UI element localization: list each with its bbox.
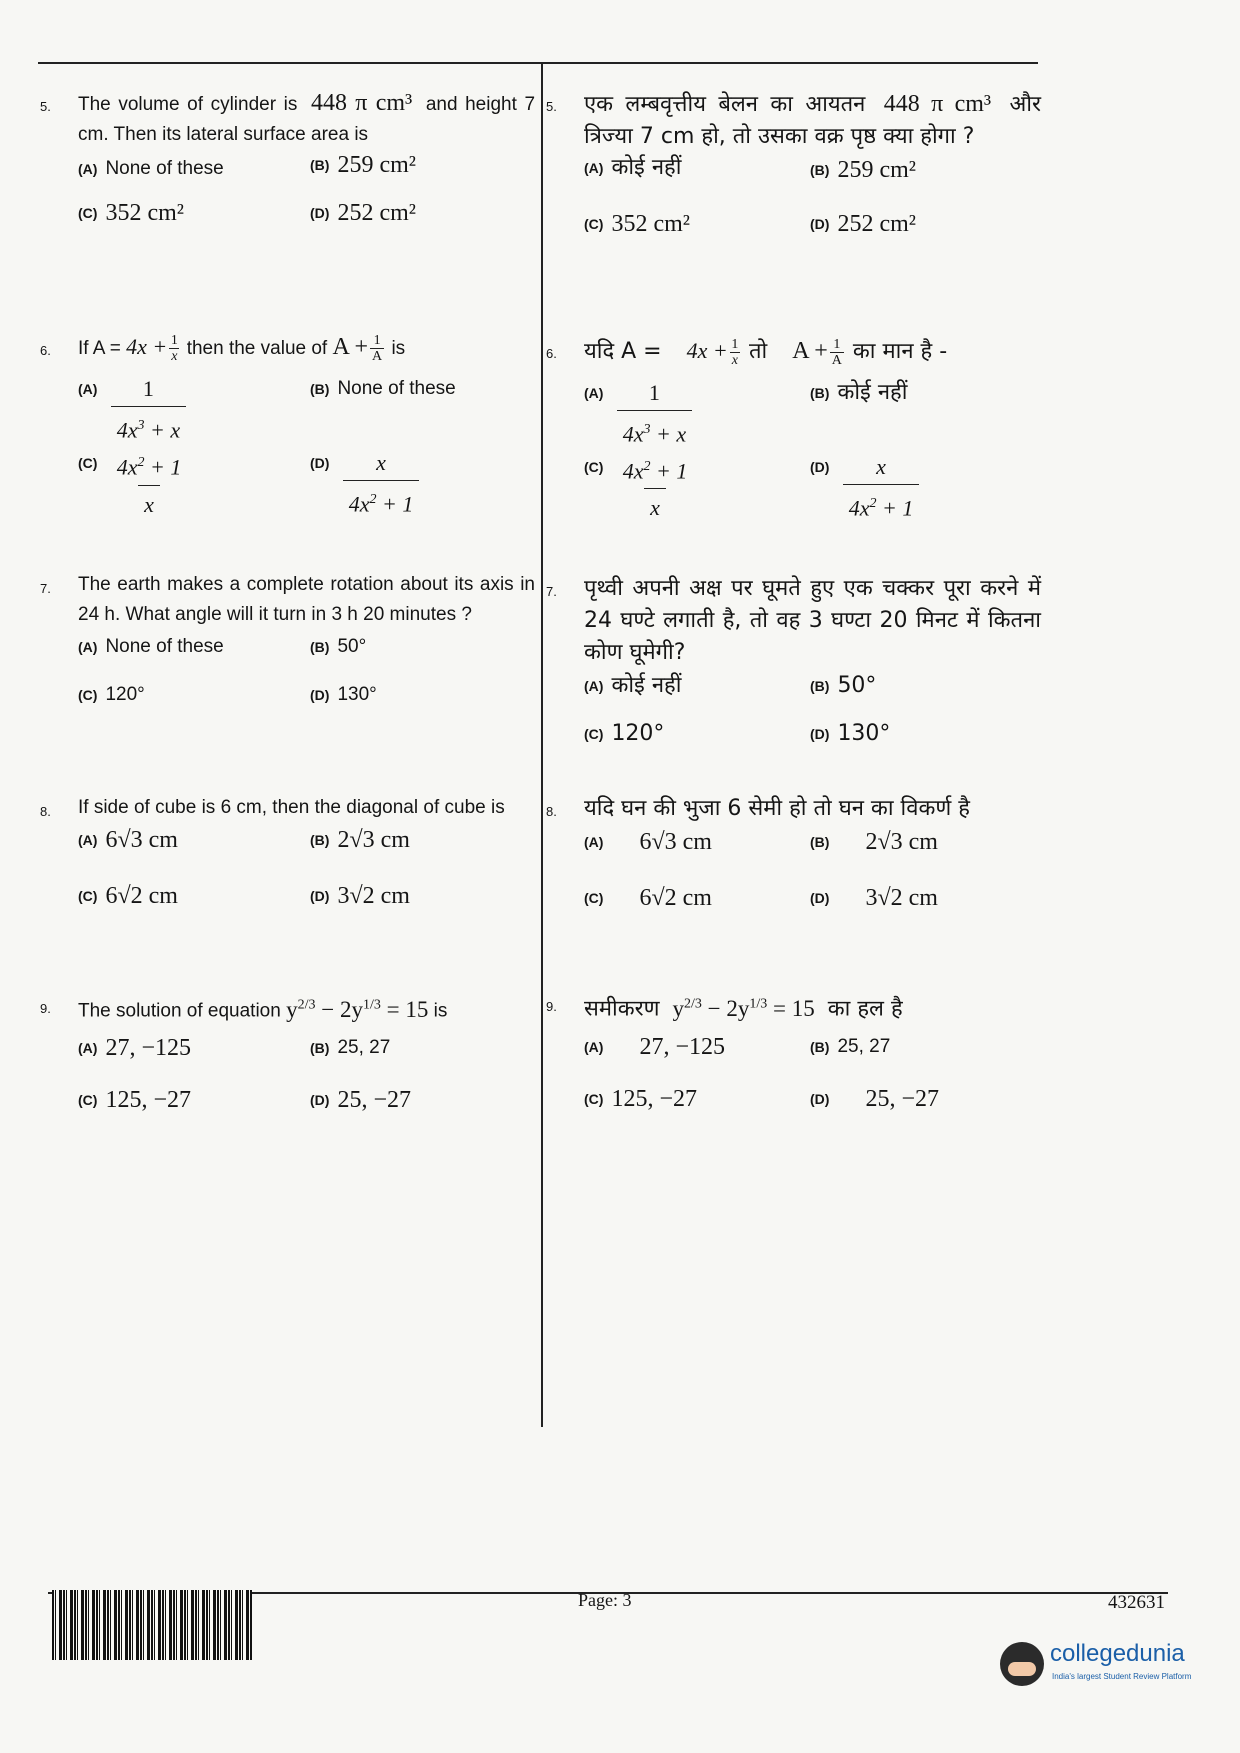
- option-b[interactable]: $^{(B)}$ 2√3 cm: [810, 829, 938, 855]
- question-6-en: [40, 332, 535, 524]
- question-text: If A = 4x + $\frac{1}{x}$ then the value of A + $\frac{1}{A}$ is: [78, 333, 406, 365]
- options: [584, 368, 1041, 528]
- option-a[interactable]: $^{(A)}$ 27, −125: [584, 1033, 725, 1060]
- option-a[interactable]: $^{(A)}$ 6√3 cm: [78, 827, 178, 853]
- question-text: पृथ्वी अपनी अक्ष पर घूमते हुए एक चक्कर पूरा करने में 24 घण्टे लगाती है, तो वह 3 घण्टा 20 मिनट में कितना कोण घूमेगी?: [584, 576, 1041, 665]
- options: [584, 669, 1041, 769]
- option-c[interactable]: $^{(C)}$ 6√2 cm: [78, 883, 178, 909]
- question-text: The solution of equation $y^{2/3} - 2y^{1/3} = 15$ is: [78, 996, 448, 1022]
- question-number: 5.: [546, 99, 557, 114]
- options: [78, 1027, 535, 1127]
- question-6-hi: [546, 335, 1041, 528]
- option-d[interactable]: $^{(D)}$ $\frac{x}{4x^2 + 1}$: [310, 448, 419, 519]
- option-c[interactable]: $^{(C)}$ $\frac{4x^2 + 1}{x}$: [584, 452, 693, 523]
- question-number: 8.: [40, 804, 51, 819]
- option-a[interactable]: $^{(A)}$ $\frac{1}{4x^3 + x}$: [78, 374, 186, 445]
- column-divider: [541, 62, 543, 1427]
- question-text: The earth makes a complete rotation about its axis in 24 h. What angle will it turn in 3 h 20 minutes ?: [78, 574, 535, 625]
- option-c[interactable]: $^{(C)}$ 6√2 cm: [584, 885, 712, 911]
- option-b[interactable]: $^{(B)}$ 50°: [810, 673, 877, 698]
- option-b[interactable]: $^{(B)}$ 2√3 cm: [310, 827, 410, 853]
- option-c[interactable]: $^{(C)}$ 120°: [78, 684, 145, 705]
- options: [584, 825, 1041, 925]
- option-d[interactable]: $^{(D)}$ 130°: [810, 721, 891, 746]
- brand-name: collegedunia: [1050, 1640, 1185, 1667]
- option-a[interactable]: $^{(A)}$ कोई नहीं: [584, 673, 682, 698]
- question-text: एक लम्बवृत्तीय बेलन का आयतन 448 π cm³ और त्रिज्या 7 cm हो, तो उसका वक्र पृष्ठ क्या होगा ?: [584, 91, 1041, 149]
- top-rule: [38, 62, 1038, 64]
- option-d[interactable]: $^{(D)}$ 252 cm²: [310, 200, 416, 226]
- question-9-hi: [546, 988, 1041, 1126]
- paper-code: 432631: [1108, 1592, 1165, 1613]
- question-9-en: [40, 990, 535, 1127]
- option-b[interactable]: $^{(B)}$ 25, 27: [310, 1036, 391, 1058]
- question-number: 6.: [546, 346, 557, 361]
- question-5-en: [40, 88, 535, 250]
- question-8-hi: [546, 793, 1041, 925]
- page-number: Page: 3: [578, 1590, 632, 1610]
- option-b[interactable]: $^{(B)}$ 259 cm²: [810, 157, 916, 183]
- question-7-en: [40, 570, 535, 730]
- question-8-en: [40, 793, 535, 923]
- options: [78, 823, 535, 923]
- option-c[interactable]: $^{(C)}$ 352 cm²: [78, 200, 184, 226]
- option-c[interactable]: $^{(C)}$ 125, −27: [78, 1086, 191, 1113]
- option-d[interactable]: $^{(D)}$ 130°: [310, 684, 377, 705]
- option-d[interactable]: $^{(D)}$ 252 cm²: [810, 211, 916, 237]
- collegedunia-logo[interactable]: [1000, 1638, 1200, 1698]
- options: [78, 630, 535, 730]
- option-c[interactable]: $^{(C)}$ 120°: [584, 721, 665, 746]
- option-b[interactable]: $^{(B)}$ 259 cm²: [310, 152, 416, 178]
- question-number: 9.: [546, 999, 557, 1014]
- question-7-hi: [546, 573, 1041, 769]
- question-text: The volume of cylinder is 448 π cm³ and height 7 cm. Then its lateral surface area is: [78, 90, 536, 145]
- question-number: 6.: [40, 343, 51, 358]
- option-a[interactable]: $^{(A)}$ None of these: [78, 158, 224, 179]
- option-d[interactable]: $^{(D)}$ 3√2 cm: [810, 885, 938, 911]
- question-text: समीकरण $y^{2/3} - 2y^{1/3} = 15$ का हल है: [584, 995, 903, 1022]
- question-number: 5.: [40, 99, 51, 114]
- option-b[interactable]: $^{(B)}$ 25, 27: [810, 1035, 891, 1057]
- brand-tagline: India's largest Student Review Platform: [1052, 1672, 1192, 1681]
- question-number: 7.: [546, 584, 557, 599]
- barcode: [52, 1590, 252, 1660]
- option-c[interactable]: $^{(C)}$ 125, −27: [584, 1085, 697, 1112]
- question-number: 7.: [40, 581, 51, 596]
- option-d[interactable]: $^{(D)}$ $\frac{x}{4x^2 + 1}$: [810, 452, 919, 523]
- option-a[interactable]: $^{(A)}$ None of these: [78, 636, 224, 657]
- option-b[interactable]: $^{(B)}$ 50°: [310, 636, 367, 657]
- question-number: 8.: [546, 804, 557, 819]
- question-number: 9.: [40, 1001, 51, 1016]
- question-text: यदि A = 4x + $\frac{1}{x}$ तो A + $\frac{1}{A}$ का मान है -: [584, 336, 948, 368]
- option-d[interactable]: $^{(D)}$ 25, −27: [310, 1086, 411, 1113]
- options: [78, 150, 535, 250]
- option-a[interactable]: $^{(A)}$ कोई नहीं: [584, 155, 682, 180]
- options: [584, 153, 1041, 253]
- question-5-hi: [546, 88, 1041, 253]
- option-a[interactable]: $^{(A)}$ 6√3 cm: [584, 829, 712, 855]
- question-text: If side of cube is 6 cm, then the diagonal of cube is: [78, 797, 505, 818]
- option-d[interactable]: $^{(D)}$ 3√2 cm: [310, 883, 410, 909]
- option-c[interactable]: $^{(C)}$ 352 cm²: [584, 211, 690, 237]
- options: [78, 364, 535, 524]
- question-text: यदि घन की भुजा 6 सेमी हो तो घन का विकर्ण है: [584, 796, 970, 821]
- option-d[interactable]: $^{(D)}$ 25, −27: [810, 1085, 939, 1112]
- option-a[interactable]: $^{(A)}$ 27, −125: [78, 1034, 191, 1061]
- option-a[interactable]: $^{(A)}$ $\frac{1}{4x^3 + x}$: [584, 378, 692, 449]
- option-b[interactable]: $^{(B)}$ None of these: [310, 378, 456, 400]
- options: [584, 1026, 1041, 1126]
- option-b[interactable]: $^{(B)}$ कोई नहीं: [810, 380, 908, 405]
- mascot-icon: [1000, 1642, 1044, 1686]
- option-c[interactable]: $^{(C)}$ $\frac{4x^2 + 1}{x}$: [78, 448, 187, 519]
